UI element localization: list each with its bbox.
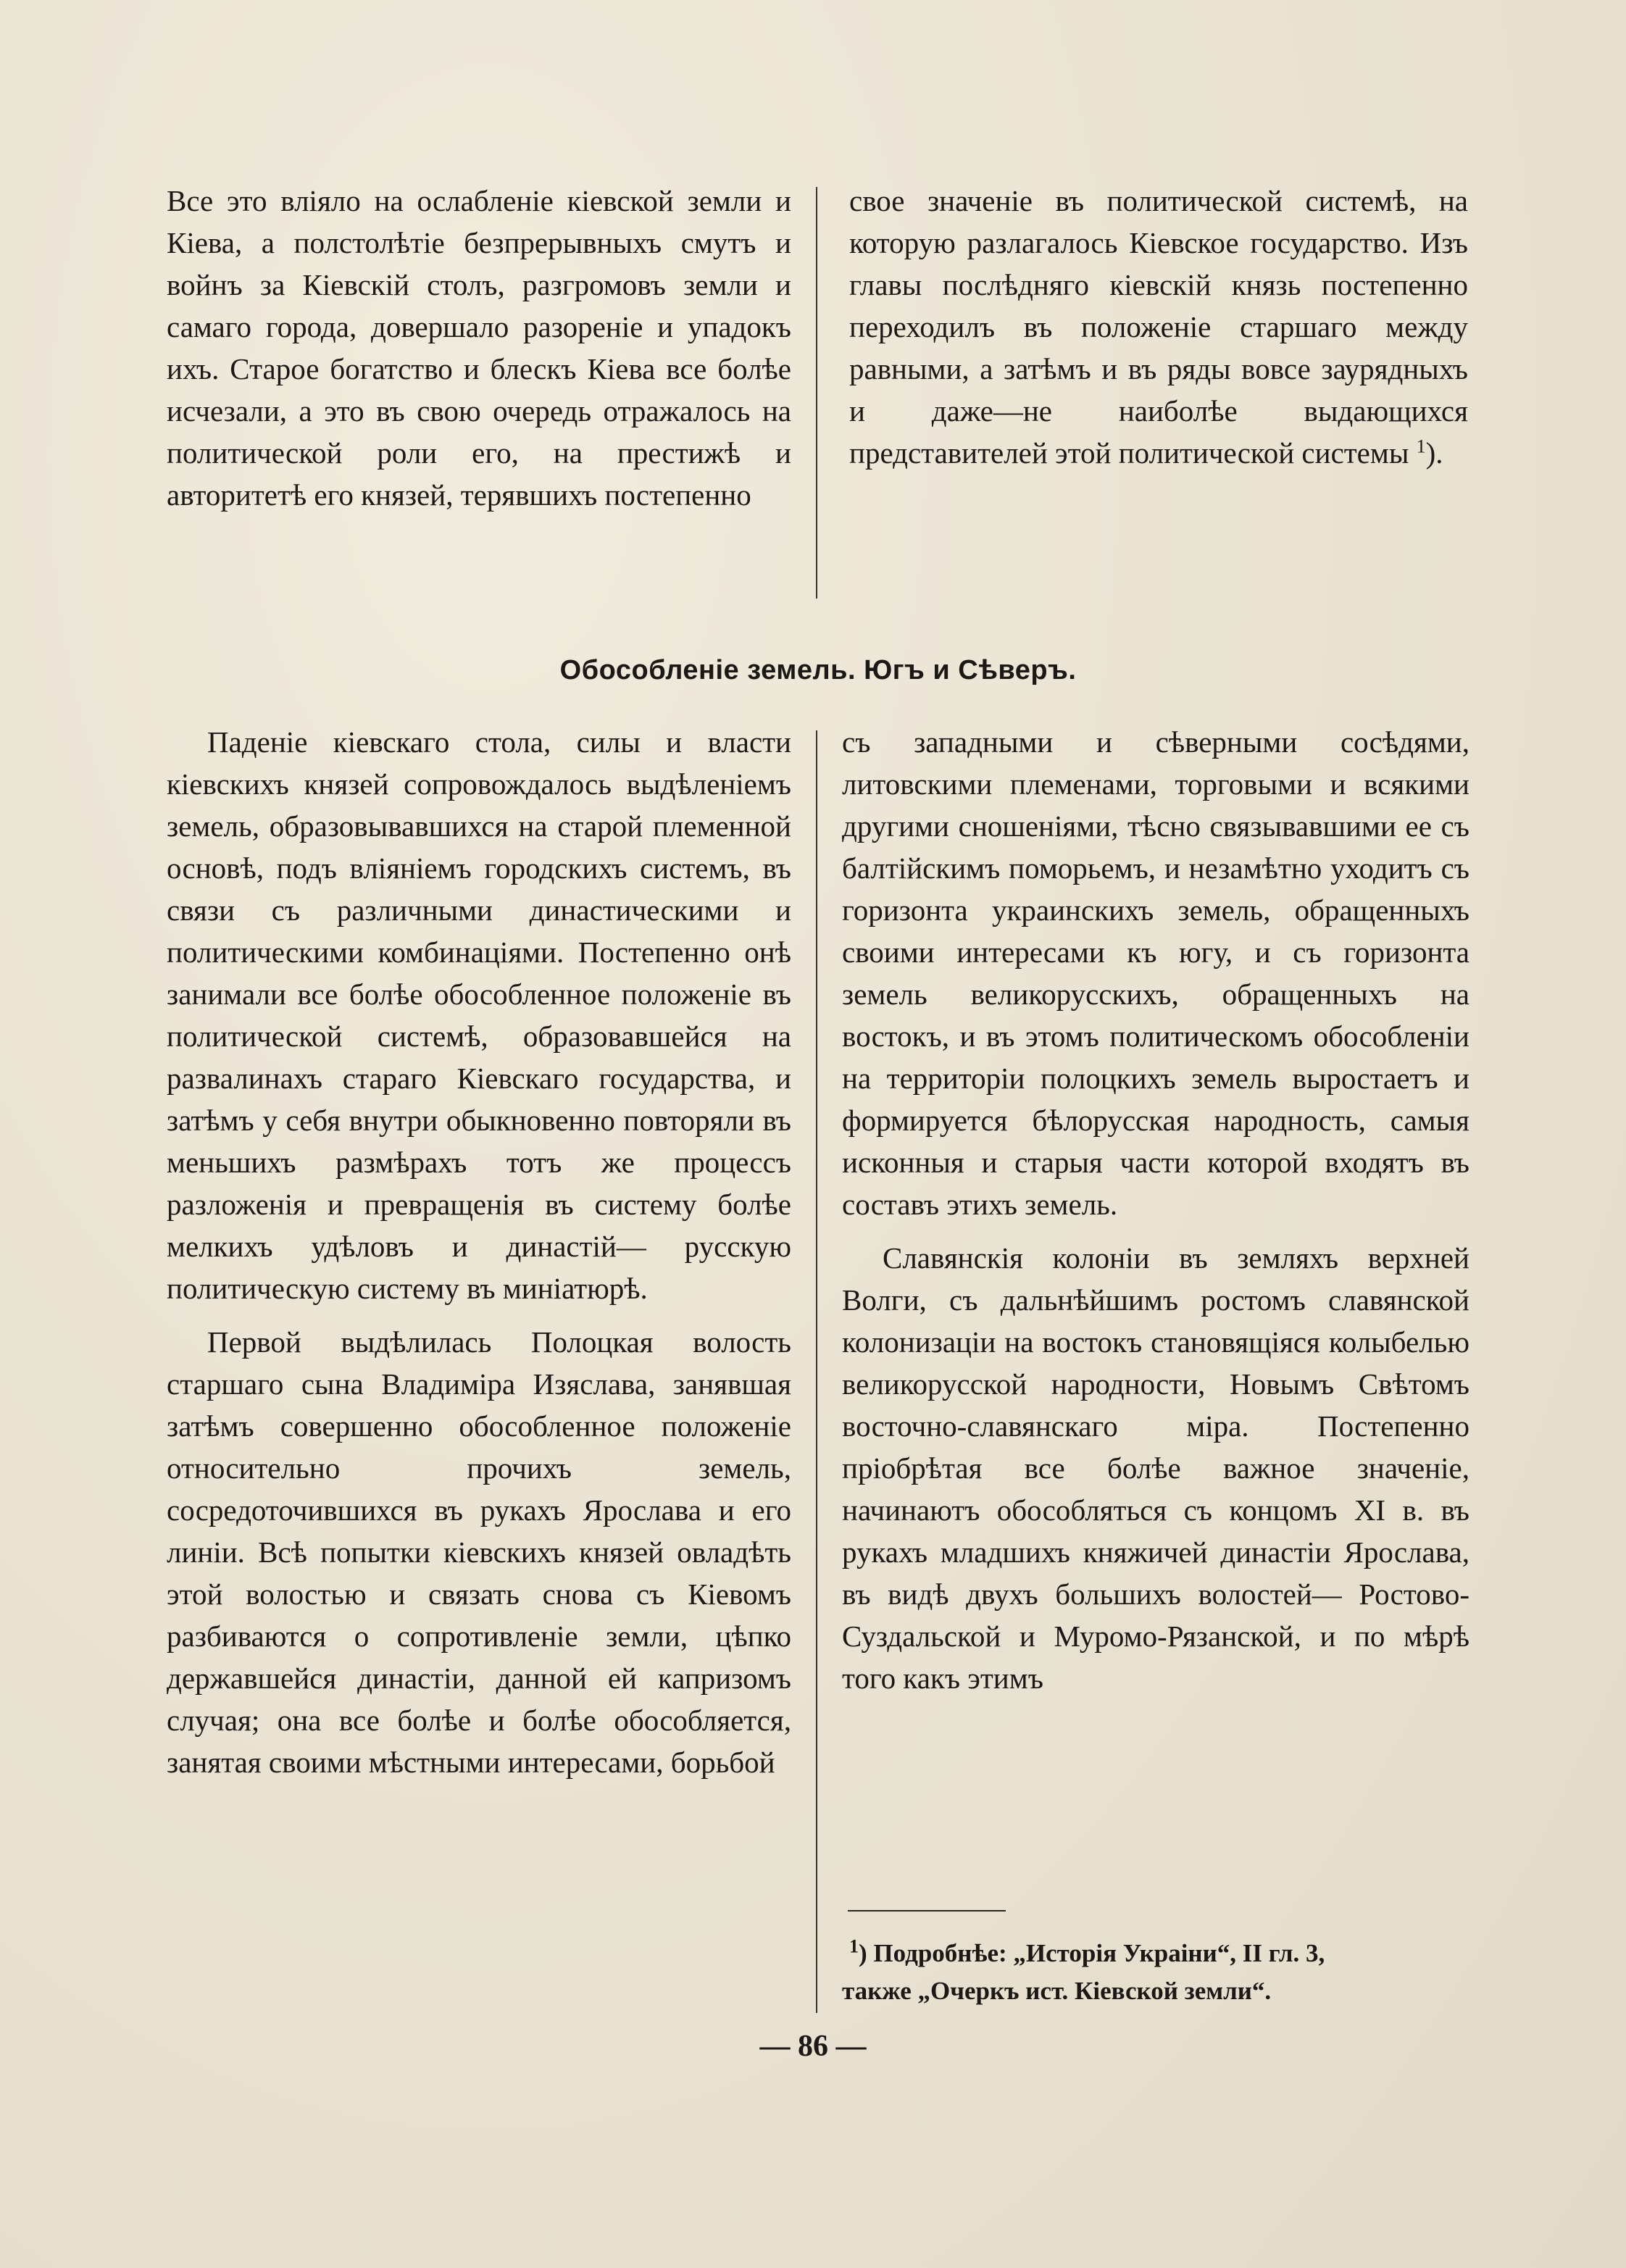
bottom-left-paragraph-2: Первой выдѣлилась Полоцкая волость старшаго сына Владиміра Изяслава, занявшая затѣмъ совершенно обособленное положеніе относительно прочихъ земель, сосредоточившихся въ рукахъ Ярослава и его линіи. Всѣ попытки кіевскихъ князей овладѣть этой волостью и связать снова съ Кіевомъ разбиваются о сопротивленіе земли, цѣпко державшейся династіи, данной ей капризомъ случая; она все болѣе и болѣе обособляется, занятая своими мѣстными интересами, борьбой (167, 1325, 791, 1779)
bottom-left-column (167, 721, 791, 1783)
top-right-text: свое значеніе въ политической системѣ, на которую разлагалось Кіевское государство. Изъ главы послѣдняго кіевскій князь постепенно переходилъ въ положеніе старшаго между равными, а затѣмъ и въ ряды вовсе заурядныхъ и даже—не наиболѣе выдающихся представителей этой политической системы (849, 184, 1468, 470)
bottom-left-paragraph-1: Паденіе кіевскаго стола, силы и власти кіевскихъ князей сопровождалось выдѣленіемъ земель, образовывавшихся на старой племенной основѣ, подъ вліяніемъ городскихъ системъ, въ связи съ различными династическими и политическими комбинаціями. Постепенно онѣ занимали все болѣе обособленное положеніе въ политической системѣ, образовавшейся на развалинахъ стараго Кіевскаго государства, и затѣмъ у себя внутри обыкновенно повторяли въ меньшихъ размѣрахъ тотъ же процессъ разложенія и превращенія въ систему болѣе мелкихъ удѣловъ и династій— русскую политическую систему въ миніатюрѣ. (167, 725, 791, 1305)
footnote-text-1: ) Подробнѣе: „Исторія Украіни“, II гл. 3, (859, 1939, 1325, 1967)
footnote-line-1 (842, 1935, 1469, 1972)
top-column-divider (816, 187, 817, 599)
top-right-text-end: ). (1425, 436, 1443, 470)
footnote-line-2: также „Очеркъ ист. Кіевской земли“. (842, 1977, 1272, 2005)
bottom-column-divider (816, 730, 817, 2013)
top-left-paragraph: Все это вліяло на ослабленіе кіевской земли и Кіева, а полстолѣтіе безпрерывныхъ смутъ и войнъ за Кіевскій столъ, разгромовъ земли и самаго города, довершало разореніе и упадокъ ихъ. Старое богатство и блескъ Кіева все болѣе исчезали, а это въ свою очередь отражалось на политической роли его, на престижѣ и авторитетѣ его князей, терявшихъ постепенно (167, 184, 791, 512)
bottom-right-column (842, 721, 1469, 1699)
footnote-separator (848, 1910, 1006, 1911)
footnote (842, 1935, 1469, 2010)
footnote-marker: 1 (849, 1935, 859, 1957)
top-right-paragraph (849, 180, 1468, 474)
top-right-column (849, 180, 1468, 474)
page-number: — 86 — (759, 2030, 867, 2063)
top-left-column (167, 180, 791, 516)
section-heading: Обособленіе земель. Югъ и Сѣверъ. (559, 655, 1077, 685)
bottom-right-paragraph-2: Славянскія колоніи въ земляхъ верхней Волги, съ дальнѣйшимъ ростомъ славянской колонизаціи на востокъ становящіяся колыбелью великорусской народности, Новымъ Свѣтомъ восточно-славянскаго міра. Постепенно пріобрѣтая все болѣе важное значеніе, начинаютъ обособляться съ концомъ XI в. въ рукахъ младшихъ княжичей династіи Ярослава, въ видѣ двухъ большихъ волостей— Ростово-Суздальской и Муромо-Рязанской, и по мѣрѣ того какъ этимъ (842, 1241, 1469, 1695)
bottom-right-paragraph-1: съ западными и сѣверными сосѣдями, литовскими племенами, торговыми и всякими другими сношеніями, тѣсно связывавшими ее съ балтійскимъ поморьемъ, и незамѣтно уходитъ съ горизонта украинскихъ земель, обращенныхъ своими интересами къ югу, и съ горизонта земель великорусскихъ, обращенныхъ на востокъ, и въ этомъ политическомъ обособленіи на территоріи полоцкихъ земель выростаетъ и формируется бѣлорусская народность, самыя исконныя и старыя части которой входятъ въ составъ этихъ земель. (842, 725, 1469, 1221)
footnote-reference: 1 (1416, 435, 1426, 457)
